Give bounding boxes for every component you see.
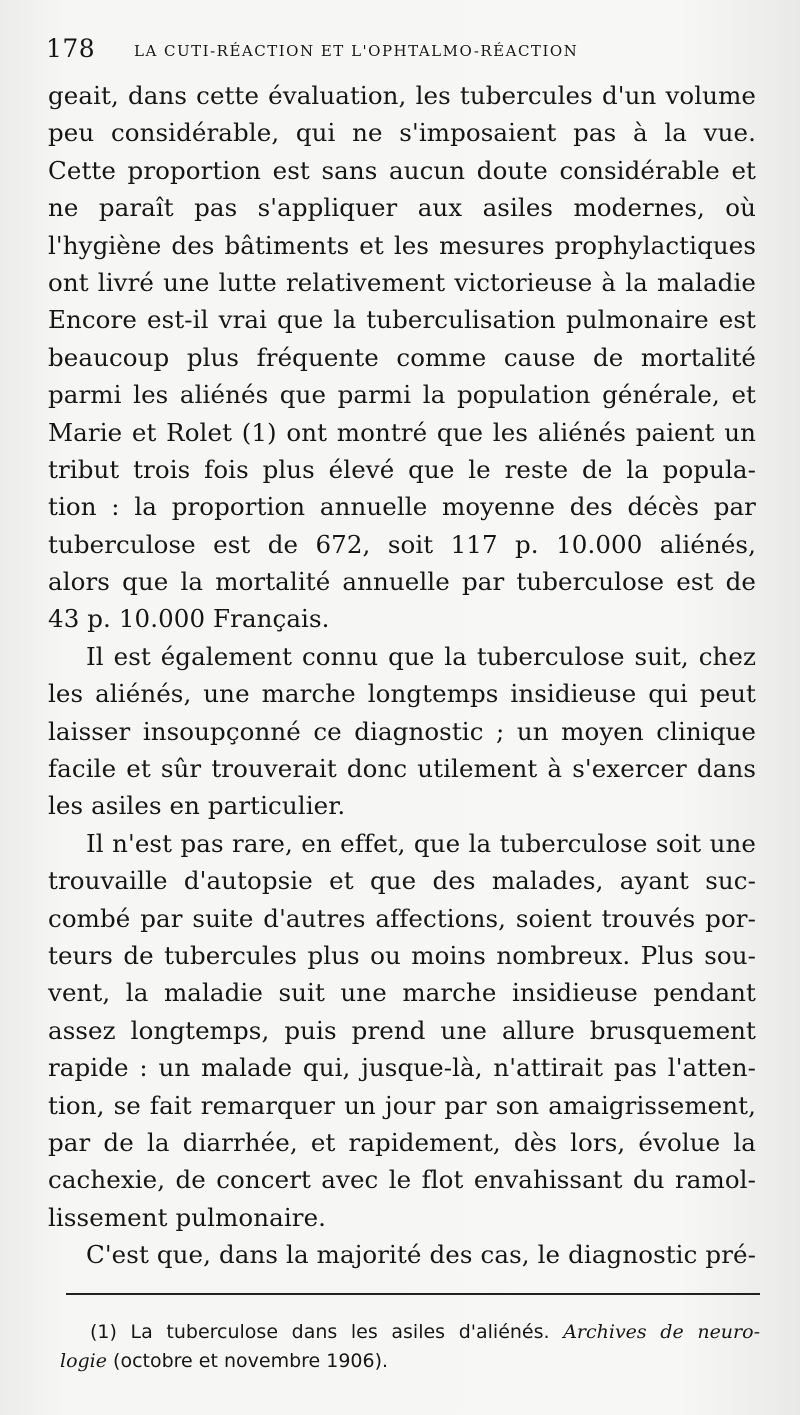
text-line: lissement pulmonaire. [48,1202,327,1232]
text-line: ont livré une lutte relativement victorieuse à la maladie [48,267,756,297]
footnote-journal: logie [60,1350,107,1372]
text-line: tion : la proportion annuelle moyenne des décès par [48,492,756,522]
text-line: l'hygiène des bâtiments et les mesures prophylactiques [48,230,756,260]
text-line: Il n'est pas rare, en effet, que la tuberculose soit une [86,828,756,858]
text-line: Encore est-il vrai que la tuberculisation pulmonaire est [48,305,756,335]
body-text [48,77,756,1274]
text-line: alors que la mortalité annuelle par tuberculose est de [48,567,756,597]
text-line: combé par suite d'autres affections, soient trouvés por- [48,903,756,933]
footnote [60,1318,760,1376]
text-line: les aliénés, une marche longtemps insidieuse qui peut [48,679,756,709]
text-line: laisser insoupçonné ce diagnostic ; un moyen clinique [48,716,756,746]
text-line: tribut trois fois plus élevé que le reste de la popula- [48,454,756,484]
text-line: rapide : un malade qui, jusque-là, n'attirait pas l'atten- [48,1053,756,1083]
text-line: peu considérable, qui ne s'imposaient pas à la vue. [48,118,756,148]
text-line: cachexie, de concert avec le flot envahissant du ramol- [48,1165,756,1195]
footnote-line [60,1318,760,1347]
text-line: C'est que, dans la majorité des cas, le diagnostic pré- [86,1240,756,1270]
text-line: Marie et Rolet (1) ont montré que les aliénés paient un [48,417,756,447]
text-line: teurs de tubercules plus ou moins nombreux. Plus sou- [48,940,756,970]
text-line: Il est également connu que la tuberculose suit, chez [86,641,756,671]
text-line: 43 p. 10.000 Français. [48,604,330,634]
text-line: trouvaille d'autopsie et que des malades, ayant suc- [48,866,756,896]
running-head: LA CUTI-RÉACTION ET L'OPHTALMO-RÉACTION [134,42,579,60]
text-line: geait, dans cette évaluation, les tubercules d'un volume [48,81,756,110]
text-line: parmi les aliénés que parmi la population générale, et [48,380,756,410]
text-line: facile et sûr trouverait donc utilement à s'exercer dans [48,754,756,784]
footnote-text: (1) La tuberculose dans les asiles d'aliénés. [90,1321,550,1343]
text-line: par de la diarrhée, et rapidement, dès lors, évolue la [48,1127,756,1157]
footnote-text: (octobre et novembre 1906). [113,1350,389,1372]
text-line: tuberculose est de 672, soit 117 p. 10.000 aliénés, [48,529,756,559]
page-number: 178 [46,34,96,63]
footnote-journal: Archives de neuro- [563,1321,760,1343]
text-line: assez longtemps, puis prend une allure brusquement [48,1015,756,1045]
text-line: ne paraît pas s'appliquer aux asiles modernes, où [48,193,756,223]
text-line: tion, se fait remarquer un jour par son amaigrissement, [48,1090,756,1120]
text-line: beaucoup plus fréquente comme cause de mortalité [48,342,756,372]
footnote-line [60,1347,760,1376]
text-line: les asiles en particulier. [48,791,346,821]
text-line: vent, la maladie suit une marche insidieuse pendant [48,978,756,1008]
text-line: Cette proportion est sans aucun doute considérable et [48,155,756,185]
page-header [46,34,766,70]
footnote-divider [66,1293,760,1295]
